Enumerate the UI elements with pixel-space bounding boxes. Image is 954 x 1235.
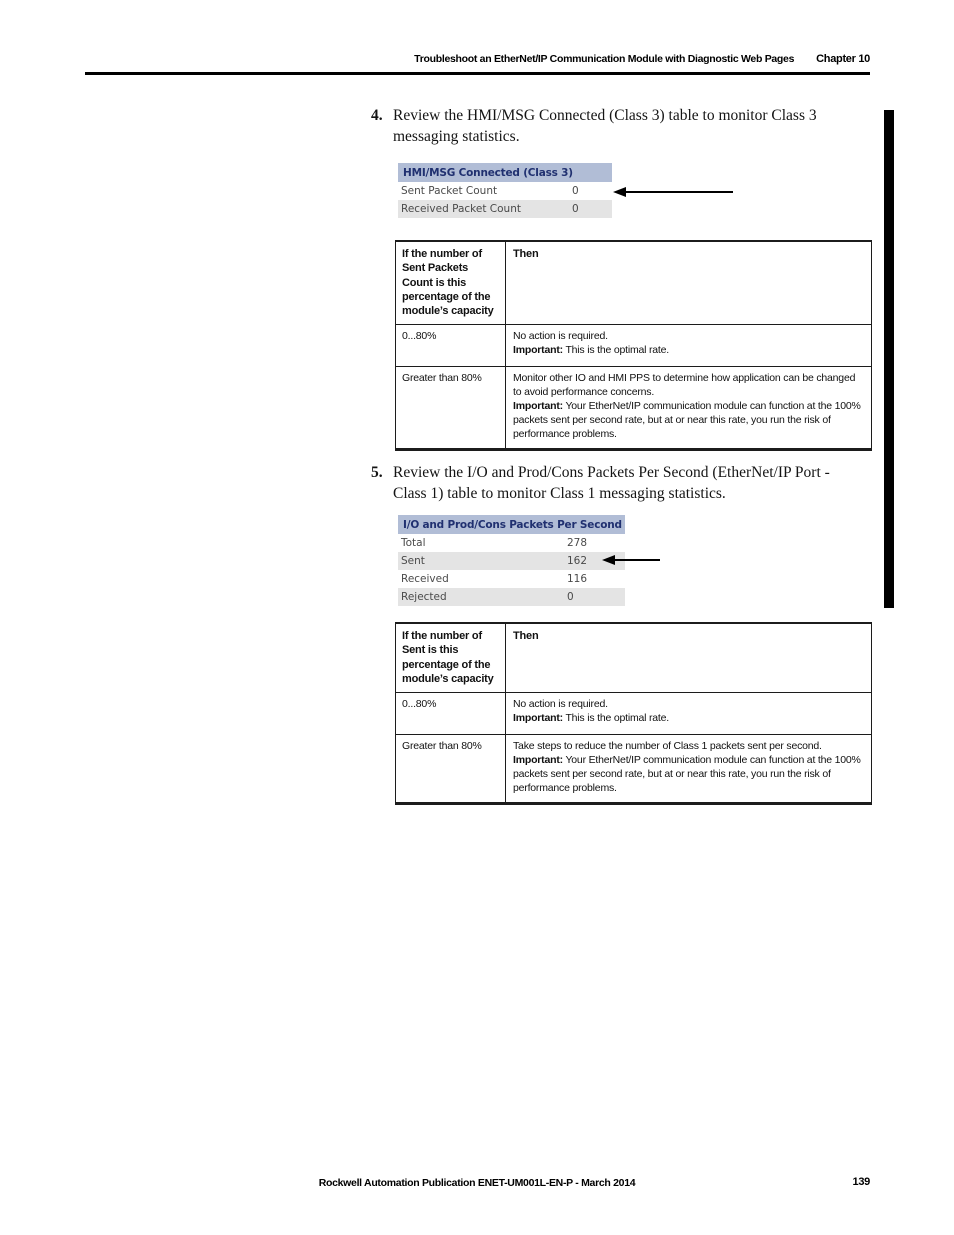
chapter-edge-tab [884, 110, 894, 608]
table-header-row [396, 242, 871, 324]
action-cell [506, 325, 871, 366]
then-header-cell: Then [513, 630, 539, 642]
running-header [85, 53, 870, 65]
table-row [398, 588, 625, 606]
arrow-shaft [615, 559, 660, 561]
decision-table-sent-packets-count [395, 240, 872, 451]
row-value: 116 [567, 573, 588, 585]
table-row [396, 734, 871, 801]
row-value: 278 [567, 537, 588, 549]
row-value: 0 [572, 185, 579, 197]
table-row [396, 692, 871, 734]
action-line: Take steps to reduce the number of Class 1 packets sent per second. [513, 740, 822, 753]
table-row [398, 182, 612, 200]
step-text: Review the HMI/MSG Connected (Class 3) table to monitor Class 3 messaging statistics. [393, 107, 817, 145]
table-row [398, 552, 625, 570]
footer-publication: Rockwell Automation Publication ENET-UM001L-EN-P - March 2014 [318, 1177, 636, 1189]
arrowhead [602, 555, 615, 565]
step-number: 4. [371, 107, 383, 124]
then-header-cell: Then [513, 248, 539, 260]
web-table-title: HMI/MSG Connected (Class 3) [398, 163, 612, 182]
row-label: Rejected [401, 591, 447, 603]
condition-header-cell: If the number of Sent is this percentage of the module’s capacity [396, 624, 506, 692]
row-label: Sent Packet Count [401, 185, 498, 197]
arrow-shaft [626, 191, 733, 193]
arrowhead [613, 187, 626, 197]
table-row [398, 534, 625, 552]
important-line: Important: Your EtherNet/IP communication module can function at the 100% packets sent per second rate, but at or near this rate, you run the risk of performance problems. [513, 754, 861, 794]
condition-cell: Greater than 80% [396, 367, 506, 447]
step-text: Review the I/O and Prod/Cons Packets Per Second (EtherNet/IP Port - Class 1) table to monitor Class 1 messaging statistics. [393, 464, 830, 502]
step-number: 5. [371, 464, 383, 481]
step-item-4 [371, 106, 853, 147]
important-line: Important: This is the optimal rate. [513, 344, 669, 357]
web-table-title: I/O and Prod/Cons Packets Per Second [398, 515, 625, 534]
row-value: 0 [567, 591, 574, 603]
left-arrow-icon [602, 554, 660, 565]
table-row [396, 366, 871, 447]
table-row [396, 324, 871, 366]
left-arrow-icon [613, 186, 733, 197]
action-cell [506, 735, 871, 801]
hmi-msg-connected-web-table [398, 163, 612, 218]
row-value: 0 [572, 203, 579, 215]
running-header-chapter: Chapter 10 [816, 53, 870, 65]
header-rule [85, 72, 870, 75]
action-cell [506, 693, 871, 734]
footer-page-number: 139 [852, 1176, 870, 1188]
decision-table-sent [395, 622, 872, 805]
row-label: Received [401, 573, 449, 585]
condition-cell: 0...80% [396, 325, 506, 366]
action-line: Monitor other IO and HMI PPS to determine how application can be changed to avoid performance concerns. [513, 372, 856, 399]
running-header-title: Troubleshoot an EtherNet/IP Communication Module with Diagnostic Web Pages [414, 53, 795, 65]
condition-cell: 0...80% [396, 693, 506, 734]
condition-cell: Greater than 80% [396, 735, 506, 801]
row-label: Received Packet Count [401, 203, 521, 215]
action-cell [506, 367, 871, 447]
table-row [398, 200, 612, 218]
action-line: No action is required. [513, 330, 608, 343]
table-header-row [396, 624, 871, 692]
important-line: Important: This is the optimal rate. [513, 712, 669, 725]
row-label: Total [401, 537, 426, 549]
table-row [398, 570, 625, 588]
io-prodcons-web-table [398, 515, 625, 606]
condition-header-cell: If the number of Sent Packets Count is this percentage of the module’s capacity [396, 242, 506, 324]
important-line: Important: Your EtherNet/IP communication module can function at the 100% packets sent per second rate, but at or near this rate, you run the risk of performance problems. [513, 400, 861, 440]
action-line: No action is required. [513, 698, 608, 711]
row-label: Sent [401, 555, 425, 567]
row-value: 162 [567, 555, 588, 567]
step-item-5 [371, 463, 853, 504]
